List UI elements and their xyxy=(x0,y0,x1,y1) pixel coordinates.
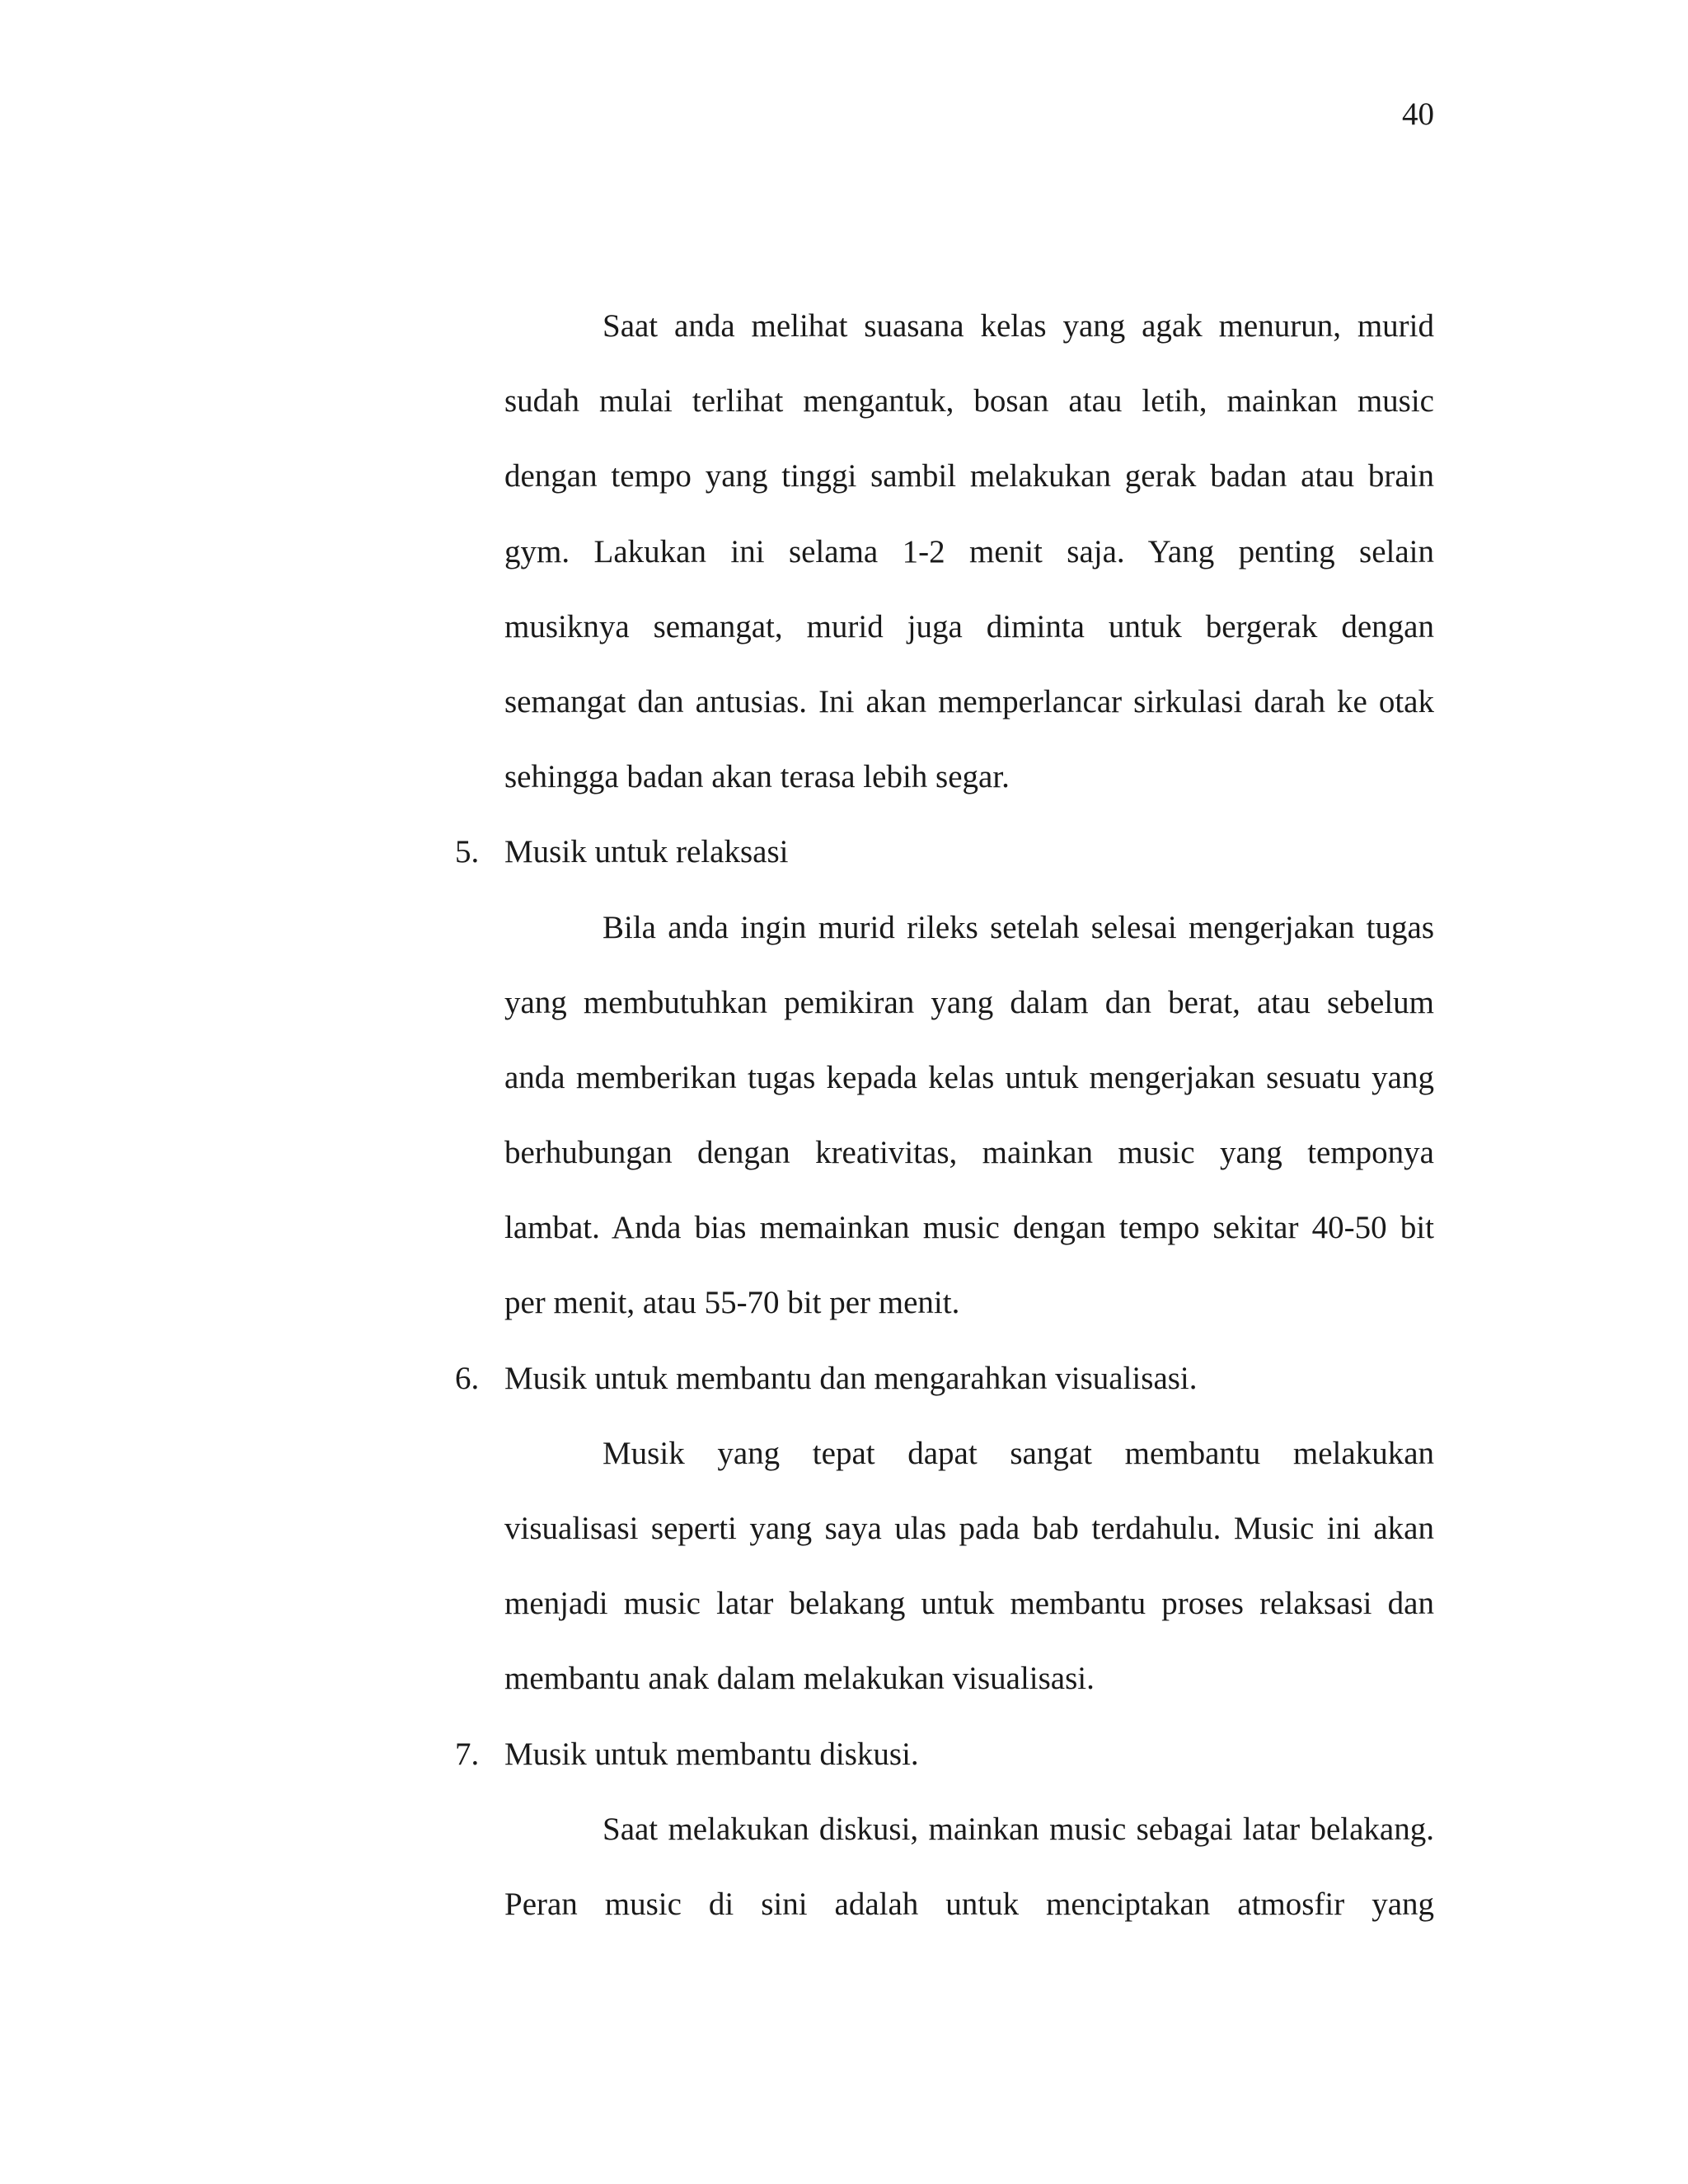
line-text: berhubungan dengan kreativitas, mainkan music yang temponya xyxy=(504,1135,1434,1171)
list-number: 5. xyxy=(455,834,480,870)
line-text: dengan tempo yang tinggi sambil melakukan gerak badan atau brain xyxy=(504,458,1434,494)
list-heading-text: Musik untuk relaksasi xyxy=(504,834,789,870)
line-text: musiknya semangat, murid juga diminta untuk bergerak dengan xyxy=(504,608,1434,644)
paragraph-line xyxy=(504,1580,1434,1655)
list-heading-5 xyxy=(455,828,1434,903)
paragraph-line xyxy=(504,1806,1434,1881)
line-text: lambat. Anda bias memainkan music dengan tempo sekitar 40-50 bit xyxy=(504,1210,1434,1246)
line-text: Peran music di sini adalah untuk menciptakan atmosfir yang xyxy=(504,1886,1434,1922)
list-heading-text: Musik untuk membantu diskusi. xyxy=(504,1736,919,1772)
line-text: Saat anda melihat suasana kelas yang agak menurun, murid xyxy=(603,308,1434,344)
list-heading-6 xyxy=(455,1355,1434,1430)
document-body xyxy=(455,302,1434,1956)
line-text: Bila anda ingin murid rileks setelah selesai mengerjakan tugas xyxy=(603,909,1434,945)
paragraph-line xyxy=(504,603,1434,678)
list-heading-7 xyxy=(455,1731,1434,1806)
paragraph-line xyxy=(504,678,1434,753)
line-text: gym. Lakukan ini selama 1-2 menit saja. Yang penting selain xyxy=(504,533,1434,569)
paragraph-line xyxy=(504,1430,1434,1505)
paragraph-line xyxy=(504,1655,1434,1730)
paragraph-line xyxy=(504,753,1434,828)
line-text: membantu anak dalam melakukan visualisasi. xyxy=(504,1661,1095,1697)
line-text: semangat dan antusias. Ini akan memperlancar sirkulasi darah ke otak xyxy=(504,683,1434,719)
paragraph-line xyxy=(504,1279,1434,1354)
paragraph-line xyxy=(504,302,1434,377)
paragraph-line xyxy=(504,1129,1434,1204)
list-heading-text: Musik untuk membantu dan mengarahkan visualisasi. xyxy=(504,1360,1198,1396)
paragraph-line xyxy=(504,528,1434,603)
paragraph-line xyxy=(504,1881,1434,1956)
page-number: 40 xyxy=(1402,96,1434,132)
line-text: anda memberikan tugas kepada kelas untuk mengerjakan sesuatu yang xyxy=(504,1059,1434,1095)
line-text: Saat melakukan diskusi, mainkan music sebagai latar belakang. xyxy=(603,1811,1434,1847)
line-text: visualisasi seperti yang saya ulas pada bab terdahulu. Music ini akan xyxy=(504,1511,1434,1546)
paragraph-line xyxy=(504,904,1434,979)
line-text: per menit, atau 55-70 bit per menit. xyxy=(504,1285,960,1321)
list-number: 7. xyxy=(455,1736,480,1772)
line-text: sehingga badan akan terasa lebih segar. xyxy=(504,759,1010,795)
list-number: 6. xyxy=(455,1360,480,1396)
paragraph-line xyxy=(504,1505,1434,1580)
line-text: menjadi music latar belakang untuk membantu proses relaksasi dan xyxy=(504,1586,1434,1622)
paragraph-line xyxy=(504,377,1434,452)
line-text: sudah mulai terlihat mengantuk, bosan atau letih, mainkan music xyxy=(504,383,1434,419)
paragraph-line xyxy=(504,1054,1434,1129)
paragraph-line xyxy=(504,452,1434,527)
paragraph-line xyxy=(504,1204,1434,1279)
line-text: Musik yang tepat dapat sangat membantu melakukan xyxy=(603,1435,1434,1471)
line-text: yang membutuhkan pemikiran yang dalam dan berat, atau sebelum xyxy=(504,984,1434,1020)
paragraph-line xyxy=(504,979,1434,1054)
